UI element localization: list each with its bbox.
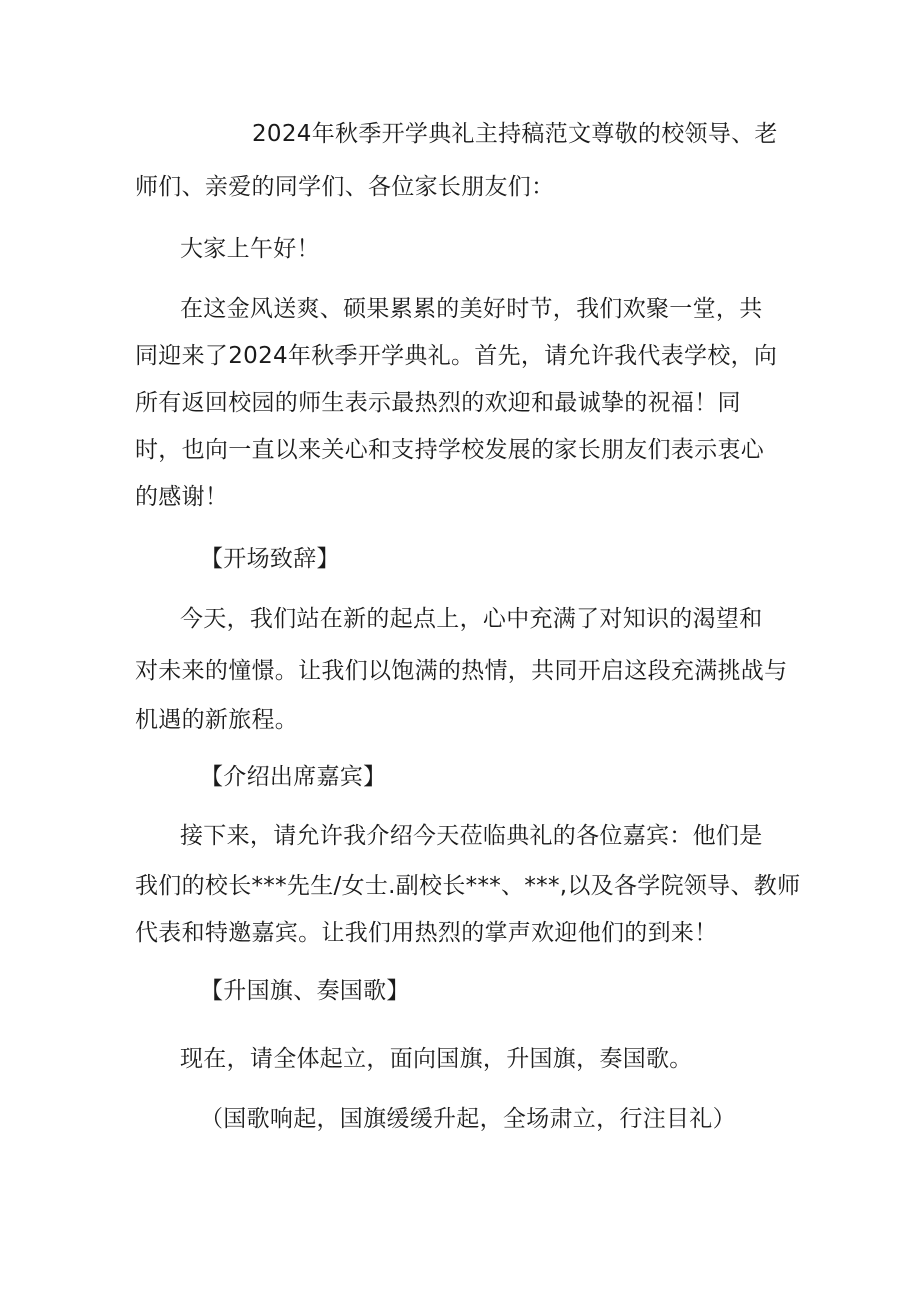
welcome-line-4: 时，也向一直以来关心和支持学校发展的家长朋友们表示衷心 bbox=[135, 437, 765, 463]
flag-instruction: 现在，请全体起立，面向国旗，升国旗，奏国歌。 bbox=[180, 1046, 693, 1072]
welcome-line-3: 所有返回校园的师生表示最热烈的欢迎和最诚挚的祝福！同 bbox=[135, 390, 741, 416]
section-heading-opening: 【开场致辞】 bbox=[200, 546, 340, 572]
opening-line-1: 今天，我们站在新的起点上，心中充满了对知识的渴望和 bbox=[180, 606, 763, 632]
flag-note: （国歌响起，国旗缓缓升起，全场肃立，行注目礼） bbox=[200, 1106, 736, 1132]
title-line-1: 2024年秋季开学典礼主持稿范文尊敬的校领导、老 bbox=[252, 121, 778, 147]
welcome-line-1: 在这金风送爽、硕果累累的美好时节，我们欢聚一堂，共 bbox=[180, 296, 763, 322]
section-heading-flag: 【升国旗、奏国歌】 bbox=[200, 978, 410, 1004]
welcome-line-2: 同迎来了2024年秋季开学典礼。首先，请允许我代表学校，向 bbox=[135, 343, 778, 369]
guests-line-2: 我们的校长***先生/女士.副校长***、***,以及各学院领导、教师 bbox=[135, 873, 801, 899]
title-line-2: 师们、亲爱的同学们、各位家长朋友们： bbox=[135, 174, 555, 200]
opening-line-2: 对未来的憧憬。让我们以饱满的热情，共同开启这段充满挑战与 bbox=[135, 658, 788, 684]
greeting: 大家上午好！ bbox=[180, 236, 320, 262]
guests-line-3: 代表和特邀嘉宾。让我们用热烈的掌声欢迎他们的到来！ bbox=[135, 920, 718, 946]
opening-line-3: 机遇的新旅程。 bbox=[135, 707, 299, 733]
welcome-line-5: 的感谢！ bbox=[135, 484, 229, 510]
guests-line-1: 接下来，请允许我介绍今天莅临典礼的各位嘉宾：他们是 bbox=[180, 823, 763, 849]
section-heading-guests: 【介绍出席嘉宾】 bbox=[200, 764, 387, 790]
